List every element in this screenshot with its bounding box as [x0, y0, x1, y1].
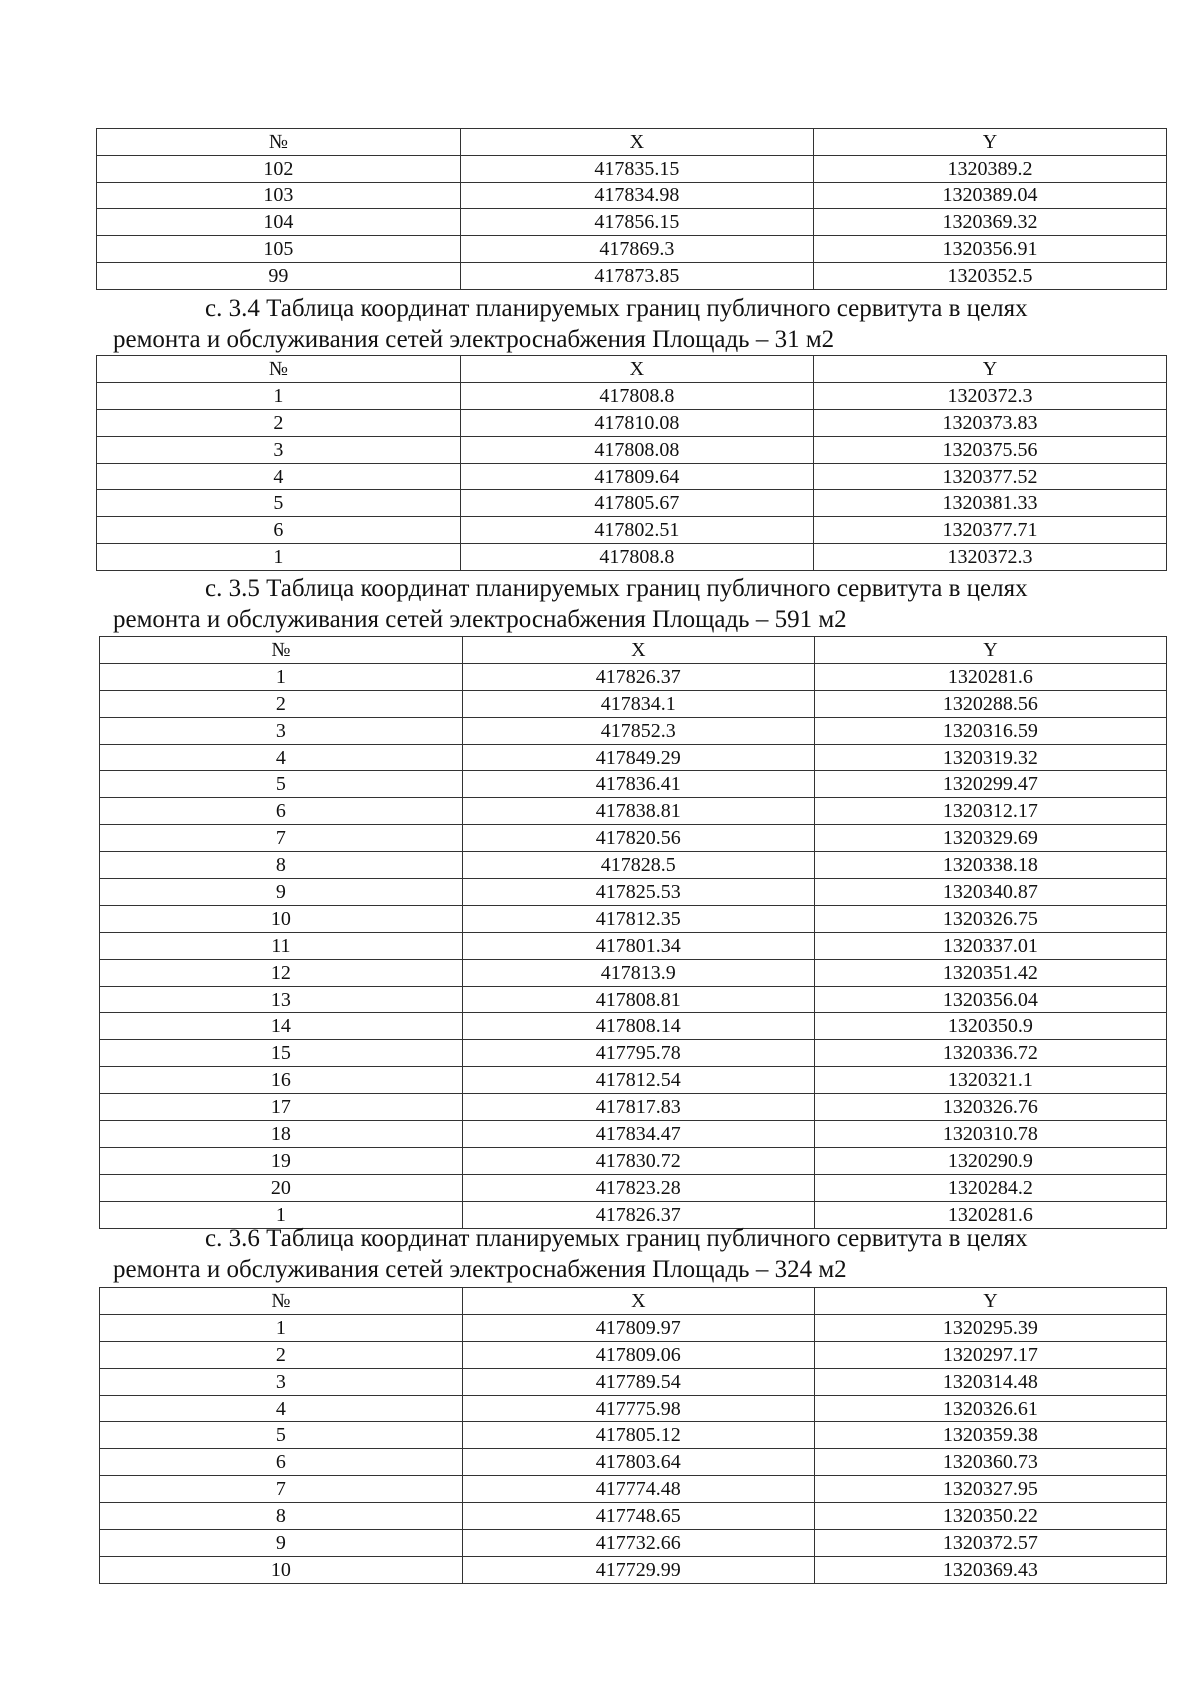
cell-y: 1320389.2	[813, 155, 1166, 182]
cell-num: 1	[97, 382, 461, 409]
cell-num: 5	[97, 490, 461, 517]
cell-y: 1320352.5	[813, 262, 1166, 289]
table-row	[97, 155, 1167, 182]
header-y: Y	[814, 1288, 1166, 1315]
cell-num: 1	[100, 1314, 463, 1341]
cell-y: 1320329.69	[814, 825, 1166, 852]
cell-num: 17	[100, 1094, 463, 1121]
table-row	[100, 1147, 1167, 1174]
table-row	[100, 986, 1167, 1013]
cell-x: 417869.3	[460, 236, 813, 263]
cell-x: 417852.3	[462, 717, 814, 744]
table-row	[100, 744, 1167, 771]
cell-y: 1320290.9	[814, 1147, 1166, 1174]
caption-line-2: ремонта и обслуживания сетей электроснабжения Площадь – 31 м2	[113, 326, 835, 353]
cell-x: 417836.41	[462, 771, 814, 798]
cell-num: 18	[100, 1121, 463, 1148]
cell-x: 417808.81	[462, 986, 814, 1013]
header-num: №	[100, 1288, 463, 1315]
cell-y: 1320359.38	[814, 1422, 1166, 1449]
cell-y: 1320369.32	[813, 209, 1166, 236]
cell-num: 11	[100, 932, 463, 959]
cell-x: 417808.14	[462, 1013, 814, 1040]
table-row	[100, 1174, 1167, 1201]
table-row	[100, 1503, 1167, 1530]
caption-line-1: с. 3.4 Таблица координат планируемых границ публичного сервитута в целях	[205, 295, 1028, 322]
cell-y: 1320375.56	[813, 436, 1166, 463]
cell-y: 1320338.18	[814, 852, 1166, 879]
header-x: X	[460, 129, 813, 156]
table-row	[97, 436, 1167, 463]
table-row	[97, 544, 1167, 571]
coords-table-block-3-4	[96, 355, 1167, 571]
cell-num: 1	[100, 663, 463, 690]
cell-x: 417838.81	[462, 798, 814, 825]
cell-y: 1320372.3	[813, 382, 1166, 409]
table-header-row	[97, 129, 1167, 156]
table-row	[100, 1094, 1167, 1121]
cell-y: 1320336.72	[814, 1040, 1166, 1067]
cell-x: 417805.12	[462, 1422, 814, 1449]
table-row	[100, 1341, 1167, 1368]
table-row	[100, 690, 1167, 717]
cell-num: 8	[100, 852, 463, 879]
cell-y: 1320319.32	[814, 744, 1166, 771]
cell-y: 1320321.1	[814, 1067, 1166, 1094]
cell-y: 1320310.78	[814, 1121, 1166, 1148]
table-row	[97, 209, 1167, 236]
cell-num: 6	[97, 517, 461, 544]
cell-y: 1320327.95	[814, 1476, 1166, 1503]
table-row	[97, 463, 1167, 490]
cell-x: 417820.56	[462, 825, 814, 852]
cell-x: 417808.8	[460, 382, 813, 409]
table-row	[100, 1040, 1167, 1067]
table-row	[100, 1556, 1167, 1583]
cell-y: 1320340.87	[814, 879, 1166, 906]
cell-y: 1320360.73	[814, 1449, 1166, 1476]
table-caption-3-5	[113, 573, 1028, 635]
coords-table	[96, 355, 1167, 571]
table-row	[97, 517, 1167, 544]
table-row	[100, 1395, 1167, 1422]
table-header-row	[97, 356, 1167, 383]
header-num: №	[100, 637, 463, 664]
caption-line-1: с. 3.5 Таблица координат планируемых границ публичного сервитута в целях	[205, 575, 1028, 602]
table-row	[100, 959, 1167, 986]
header-y: Y	[813, 356, 1166, 383]
cell-y: 1320288.56	[814, 690, 1166, 717]
cell-x: 417805.67	[460, 490, 813, 517]
cell-y: 1320373.83	[813, 409, 1166, 436]
cell-x: 417774.48	[462, 1476, 814, 1503]
caption-line-2: ремонта и обслуживания сетей электроснабжения Площадь – 324 м2	[113, 1256, 847, 1283]
cell-y: 1320356.04	[814, 986, 1166, 1013]
header-num: №	[97, 129, 461, 156]
cell-y: 1320377.71	[813, 517, 1166, 544]
cell-num: 104	[97, 209, 461, 236]
cell-num: 99	[97, 262, 461, 289]
cell-y: 1320372.57	[814, 1530, 1166, 1557]
cell-x: 417873.85	[460, 262, 813, 289]
cell-x: 417809.64	[460, 463, 813, 490]
header-y: Y	[814, 637, 1166, 664]
cell-x: 417812.54	[462, 1067, 814, 1094]
cell-y: 1320337.01	[814, 932, 1166, 959]
table-row	[100, 879, 1167, 906]
table-row	[100, 905, 1167, 932]
cell-x: 417803.64	[462, 1449, 814, 1476]
table-row	[100, 1476, 1167, 1503]
cell-y: 1320372.3	[813, 544, 1166, 571]
coords-table	[99, 1287, 1167, 1584]
header-x: X	[460, 356, 813, 383]
cell-num: 5	[100, 1422, 463, 1449]
cell-x: 417834.47	[462, 1121, 814, 1148]
cell-y: 1320316.59	[814, 717, 1166, 744]
cell-y: 1320326.75	[814, 905, 1166, 932]
cell-y: 1320281.6	[814, 1201, 1166, 1228]
cell-num: 5	[100, 771, 463, 798]
cell-x: 417801.34	[462, 932, 814, 959]
cell-y: 1320326.61	[814, 1395, 1166, 1422]
coords-table-block-3-6	[99, 1287, 1167, 1584]
cell-num: 9	[100, 879, 463, 906]
cell-num: 6	[100, 1449, 463, 1476]
cell-x: 417732.66	[462, 1530, 814, 1557]
cell-x: 417828.5	[462, 852, 814, 879]
cell-y: 1320381.33	[813, 490, 1166, 517]
cell-y: 1320312.17	[814, 798, 1166, 825]
cell-num: 102	[97, 155, 461, 182]
caption-line-1: с. 3.6 Таблица координат планируемых границ публичного сервитута в целях	[205, 1225, 1028, 1252]
coords-table-block-1	[96, 128, 1167, 290]
cell-x: 417795.78	[462, 1040, 814, 1067]
cell-x: 417789.54	[462, 1368, 814, 1395]
cell-num: 7	[100, 1476, 463, 1503]
table-row	[100, 825, 1167, 852]
cell-num: 10	[100, 905, 463, 932]
cell-num: 4	[100, 1395, 463, 1422]
cell-num: 20	[100, 1174, 463, 1201]
cell-y: 1320281.6	[814, 663, 1166, 690]
header-num: №	[97, 356, 461, 383]
table-row	[97, 382, 1167, 409]
table-row	[97, 182, 1167, 209]
table-row	[100, 932, 1167, 959]
cell-y: 1320314.48	[814, 1368, 1166, 1395]
cell-y: 1320326.76	[814, 1094, 1166, 1121]
cell-y: 1320356.91	[813, 236, 1166, 263]
table-row	[100, 1314, 1167, 1341]
table-caption-3-4	[113, 293, 1028, 355]
table-row	[100, 1368, 1167, 1395]
cell-num: 19	[100, 1147, 463, 1174]
cell-x: 417748.65	[462, 1503, 814, 1530]
cell-num: 15	[100, 1040, 463, 1067]
table-row	[100, 1121, 1167, 1148]
cell-num: 6	[100, 798, 463, 825]
cell-y: 1320377.52	[813, 463, 1166, 490]
coords-table	[99, 636, 1167, 1229]
cell-x: 417849.29	[462, 744, 814, 771]
cell-num: 4	[100, 744, 463, 771]
cell-num: 2	[100, 690, 463, 717]
table-row	[100, 1422, 1167, 1449]
cell-num: 3	[100, 1368, 463, 1395]
header-y: Y	[813, 129, 1166, 156]
cell-x: 417808.8	[460, 544, 813, 571]
cell-num: 1	[97, 544, 461, 571]
table-header-row	[100, 637, 1167, 664]
table-row	[100, 717, 1167, 744]
cell-x: 417835.15	[460, 155, 813, 182]
cell-x: 417802.51	[460, 517, 813, 544]
cell-x: 417817.83	[462, 1094, 814, 1121]
cell-x: 417834.1	[462, 690, 814, 717]
cell-num: 13	[100, 986, 463, 1013]
cell-num: 14	[100, 1013, 463, 1040]
coords-table	[96, 128, 1167, 290]
cell-x: 417775.98	[462, 1395, 814, 1422]
cell-x: 417823.28	[462, 1174, 814, 1201]
table-row	[97, 236, 1167, 263]
table-row	[100, 1530, 1167, 1557]
cell-x: 417809.97	[462, 1314, 814, 1341]
cell-y: 1320284.2	[814, 1174, 1166, 1201]
cell-num: 10	[100, 1556, 463, 1583]
table-row	[100, 852, 1167, 879]
table-row	[100, 1449, 1167, 1476]
cell-x: 417809.06	[462, 1341, 814, 1368]
cell-y: 1320297.17	[814, 1341, 1166, 1368]
cell-y: 1320389.04	[813, 182, 1166, 209]
cell-x: 417834.98	[460, 182, 813, 209]
cell-num: 9	[100, 1530, 463, 1557]
cell-x: 417812.35	[462, 905, 814, 932]
table-row	[97, 409, 1167, 436]
table-row	[100, 1067, 1167, 1094]
cell-num: 2	[100, 1341, 463, 1368]
table-row	[100, 663, 1167, 690]
cell-x: 417729.99	[462, 1556, 814, 1583]
table-header-row	[100, 1288, 1167, 1315]
cell-num: 105	[97, 236, 461, 263]
cell-y: 1320351.42	[814, 959, 1166, 986]
header-x: X	[462, 637, 814, 664]
cell-x: 417826.37	[462, 1201, 814, 1228]
cell-y: 1320369.43	[814, 1556, 1166, 1583]
cell-y: 1320350.9	[814, 1013, 1166, 1040]
caption-line-2: ремонта и обслуживания сетей электроснабжения Площадь – 591 м2	[113, 606, 847, 633]
cell-num: 3	[100, 717, 463, 744]
table-row	[97, 490, 1167, 517]
cell-num: 7	[100, 825, 463, 852]
cell-num: 1	[100, 1201, 463, 1228]
cell-num: 4	[97, 463, 461, 490]
cell-num: 2	[97, 409, 461, 436]
cell-num: 12	[100, 959, 463, 986]
cell-y: 1320295.39	[814, 1314, 1166, 1341]
cell-x: 417810.08	[460, 409, 813, 436]
cell-x: 417825.53	[462, 879, 814, 906]
table-caption-3-6	[113, 1223, 1028, 1285]
cell-num: 16	[100, 1067, 463, 1094]
cell-x: 417808.08	[460, 436, 813, 463]
cell-y: 1320350.22	[814, 1503, 1166, 1530]
table-row	[100, 1013, 1167, 1040]
table-row	[100, 798, 1167, 825]
table-row	[100, 771, 1167, 798]
header-x: X	[462, 1288, 814, 1315]
cell-x: 417813.9	[462, 959, 814, 986]
cell-num: 3	[97, 436, 461, 463]
table-row	[97, 262, 1167, 289]
cell-num: 8	[100, 1503, 463, 1530]
cell-x: 417830.72	[462, 1147, 814, 1174]
cell-x: 417856.15	[460, 209, 813, 236]
cell-x: 417826.37	[462, 663, 814, 690]
cell-y: 1320299.47	[814, 771, 1166, 798]
cell-num: 103	[97, 182, 461, 209]
coords-table-block-3-5	[99, 636, 1167, 1229]
